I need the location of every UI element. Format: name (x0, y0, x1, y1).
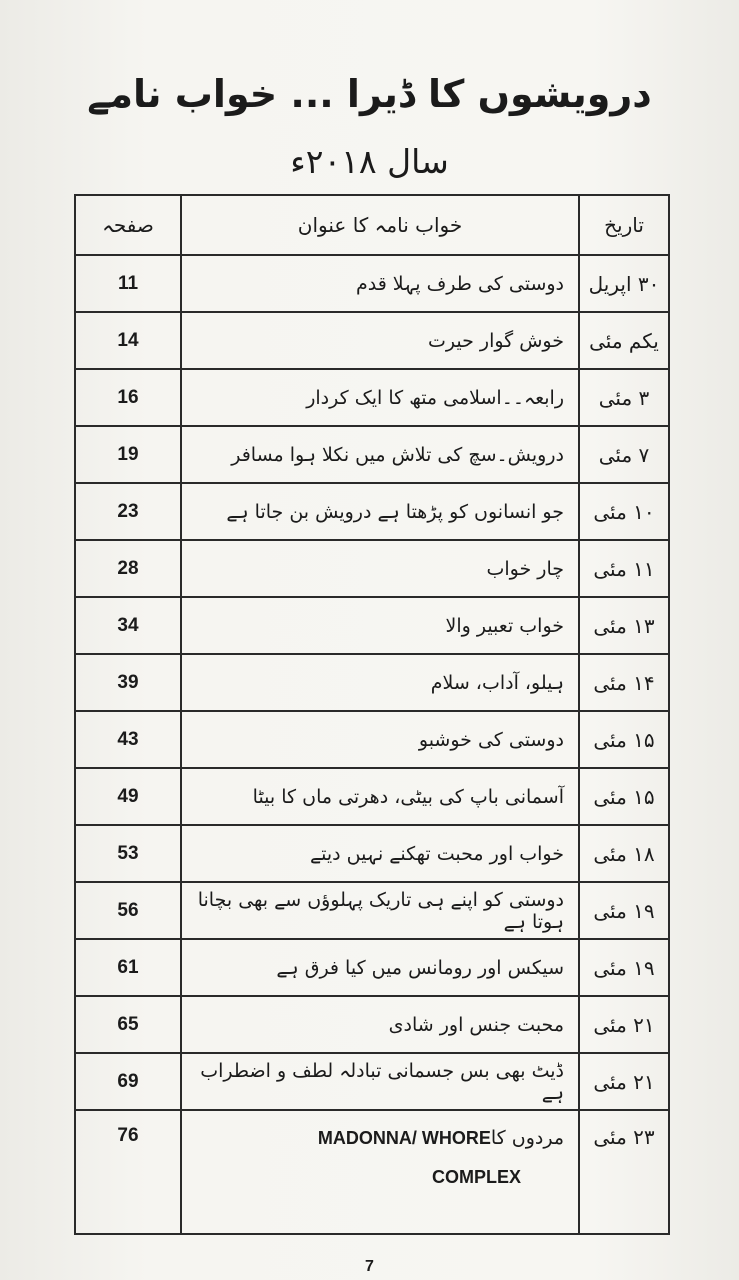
table-header-row (75, 195, 669, 255)
row-page: 49 (75, 768, 181, 825)
row-date: ۲۱ مئی (579, 1053, 669, 1110)
row-page: 43 (75, 711, 181, 768)
row-date: ۱۵ مئی (579, 711, 669, 768)
row-title-latin: MADONNA/ WHORE (317, 1128, 491, 1148)
row-date: ۲۱ مئی (579, 996, 669, 1053)
table-row (75, 312, 669, 369)
table-row (75, 1053, 669, 1110)
row-page: 14 (75, 312, 181, 369)
table-row (75, 996, 669, 1053)
row-date: ۱۵ مئی (579, 768, 669, 825)
row-page: 53 (75, 825, 181, 882)
contents-table (74, 194, 670, 1235)
table-row-last (75, 1110, 669, 1234)
row-title: خواب تعبیر والا (181, 597, 579, 654)
row-page: 61 (75, 939, 181, 996)
row-title: محبت جنس اور شادی (181, 996, 579, 1053)
table-row (75, 711, 669, 768)
row-title: دوستی کی طرف پہلا قدم (181, 255, 579, 312)
row-page: 16 (75, 369, 181, 426)
row-date: ۱۴ مئی (579, 654, 669, 711)
row-title: دوستی کی خوشبو (181, 711, 579, 768)
header-date: تاریخ (579, 195, 669, 255)
row-page: 39 (75, 654, 181, 711)
row-date: ۱۹ مئی (579, 939, 669, 996)
table-row (75, 255, 669, 312)
row-title-urdu: مردوں کا (490, 1127, 564, 1149)
row-date: ۷ مئی (579, 426, 669, 483)
row-page: 34 (75, 597, 181, 654)
row-page: 23 (75, 483, 181, 540)
row-title: ہیلو، آداب، سلام (181, 654, 579, 711)
row-date: ۱۸ مئی (579, 825, 669, 882)
table-row (75, 426, 669, 483)
table-row (75, 597, 669, 654)
row-date: ۲۳ مئی (579, 1110, 669, 1234)
row-page: 65 (75, 996, 181, 1053)
page-number: 7 (365, 1258, 374, 1275)
row-title: درویش۔سچ کی تلاش میں نکلا ہوا مسافر (181, 426, 579, 483)
row-date: ۳ مئی (579, 369, 669, 426)
table-row (75, 825, 669, 882)
page-subtitle: سال ۲۰۱۸ء (290, 142, 449, 181)
row-title: خوش گوار حیرت (181, 312, 579, 369)
row-title: رابعہ۔۔اسلامی متھ کا ایک کردار (181, 369, 579, 426)
row-page: 28 (75, 540, 181, 597)
table-row (75, 939, 669, 996)
page-title: درویشوں کا ڈیرا ... خواب نامے (87, 72, 652, 116)
header-title: خواب نامہ کا عنوان (181, 195, 579, 255)
row-title: آسمانی باپ کی بیٹی، دھرتی ماں کا بیٹا (181, 768, 579, 825)
row-date: ۱۱ مئی (579, 540, 669, 597)
row-title: ڈیٹ بھی بس جسمانی تبادلہ لطف و اضطراب ہے (181, 1053, 579, 1110)
table-row (75, 540, 669, 597)
row-title: دوستی کو اپنے ہی تاریک پہلوؤں سے بھی بچانا ہوتا ہے (181, 882, 579, 939)
row-title (181, 1110, 579, 1234)
table-row (75, 483, 669, 540)
header-page: صفحہ (75, 195, 181, 255)
row-page: 56 (75, 882, 181, 939)
row-title: چار خواب (181, 540, 579, 597)
row-title: سیکس اور رومانس میں کیا فرق ہے (181, 939, 579, 996)
row-title: جو انسانوں کو پڑھتا ہے درویش بن جاتا ہے (181, 483, 579, 540)
row-date: ۳۰ اپریل (579, 255, 669, 312)
row-date: یکم مئی (579, 312, 669, 369)
row-date: ۱۹ مئی (579, 882, 669, 939)
row-page: 11 (75, 255, 181, 312)
row-page: 19 (75, 426, 181, 483)
row-date: ۱۰ مئی (579, 483, 669, 540)
table-row (75, 768, 669, 825)
table-row (75, 882, 669, 939)
row-date: ۱۳ مئی (579, 597, 669, 654)
row-page: 76 (75, 1110, 181, 1234)
table-row (75, 369, 669, 426)
row-page: 69 (75, 1053, 181, 1110)
table-row (75, 654, 669, 711)
row-title: خواب اور محبت تھکنے نہیں دیتے (181, 825, 579, 882)
row-title-latin-2: COMPLEX (432, 1167, 522, 1187)
